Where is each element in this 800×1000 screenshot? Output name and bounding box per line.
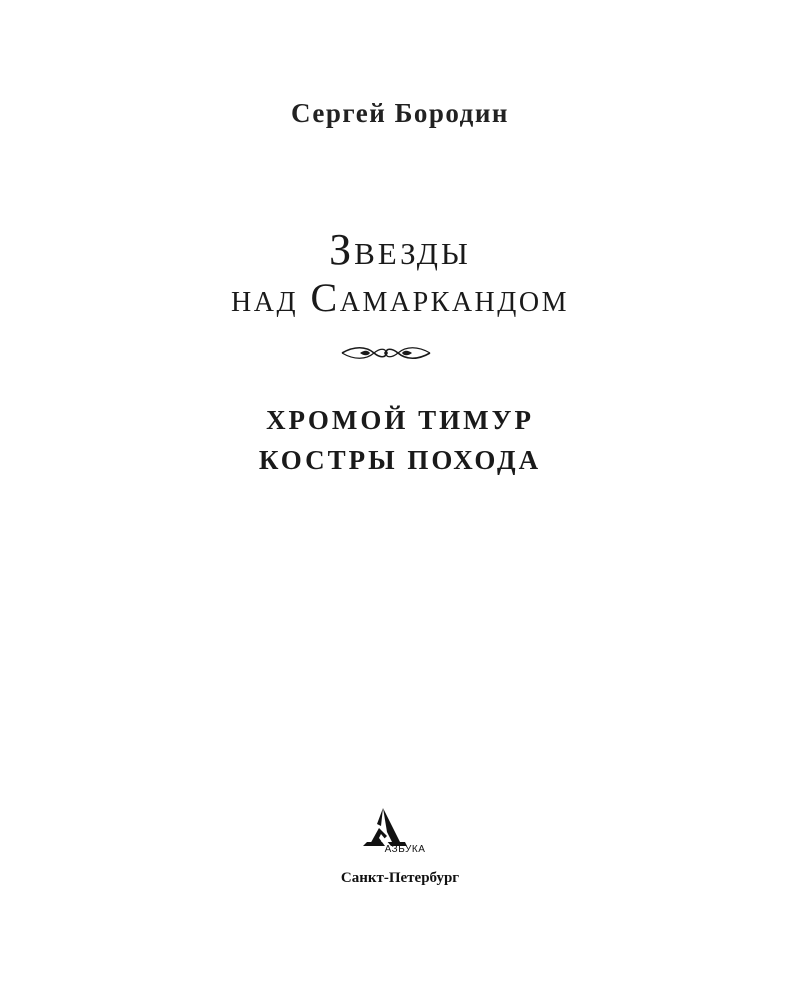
book-title [0,225,800,320]
flourish-divider-icon [340,344,432,362]
publisher-logo-text: АЗБУКА [384,844,426,855]
subtitle-block [0,400,800,480]
subtitle-line-2: КОСТРЫ ПОХОДА [258,445,542,475]
author-name: Сергей Бородин [291,98,509,128]
book-title-line-2: над Самаркандом [231,275,569,320]
book-title-line-1: Звезды [329,225,471,274]
publisher-city: Санкт-Петербург [340,870,460,886]
subtitle-line-1: ХРОМОЙ ТИМУР [266,405,534,435]
azbuka-logo-icon [357,806,413,864]
